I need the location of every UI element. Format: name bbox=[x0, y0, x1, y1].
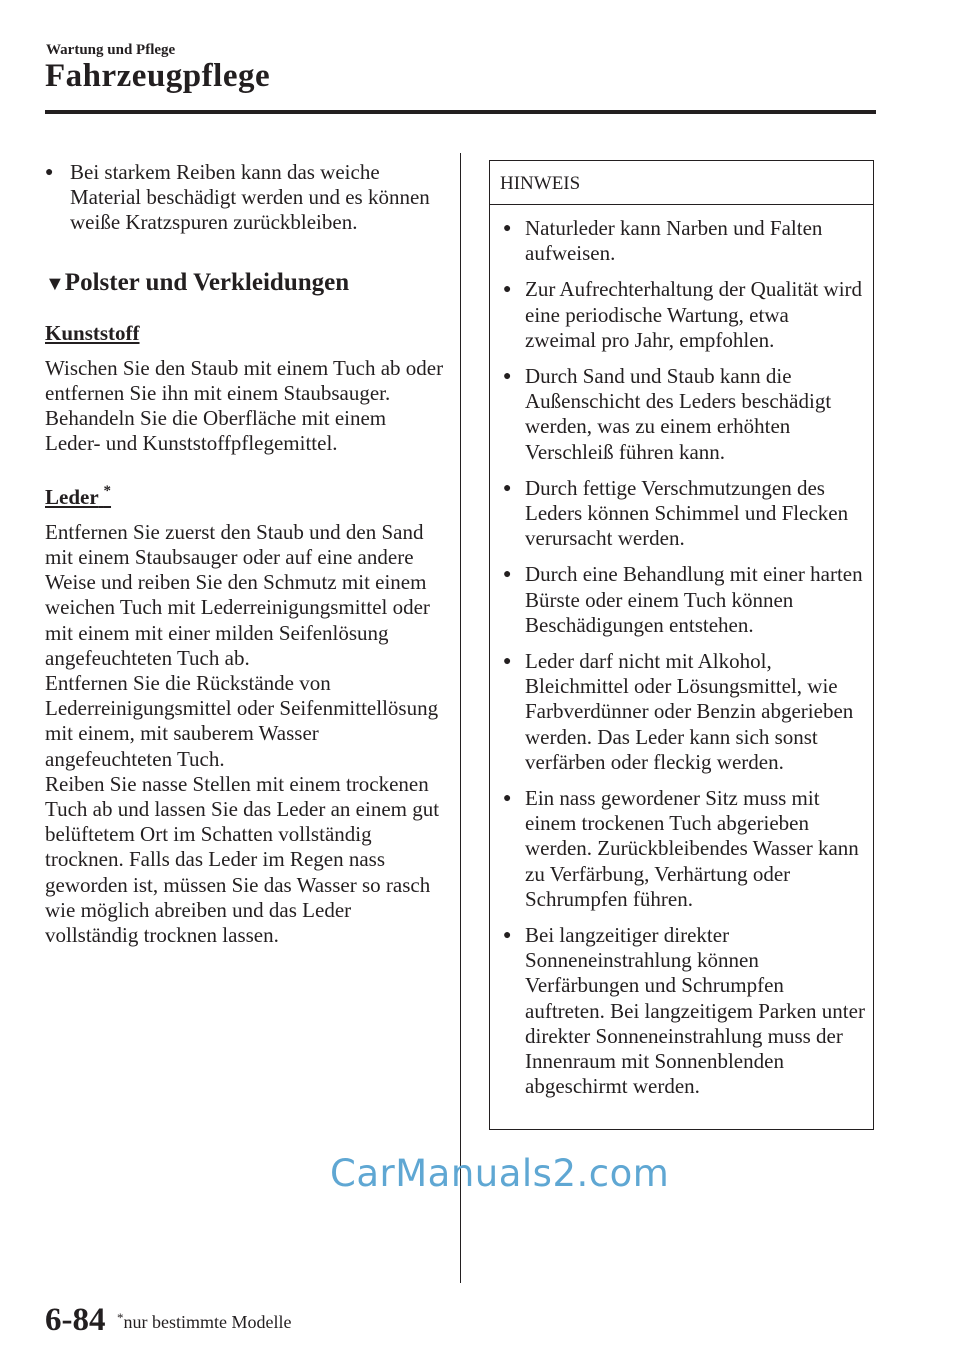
column-divider bbox=[460, 153, 461, 1283]
leder-heading bbox=[45, 479, 445, 510]
bullet-icon: ● bbox=[503, 282, 512, 298]
note-item-text: Durch fettige Verschmutzungen des Leders können Schimmel und Flecken verursacht werden. bbox=[525, 475, 849, 551]
note-item bbox=[503, 476, 865, 552]
leder-paragraph-1: Entfernen Sie zuerst den Staub und den Sand mit einem Staubsauger oder auf eine andere Weise und reiben Sie den Schmutz mit einem weichen Tuch mit Lederreinigungsmittel oder mit einem mit einer milden Seifenlösung angefeuchteten Tuch ab. bbox=[45, 519, 430, 670]
page-number: 6-84 bbox=[45, 1302, 106, 1338]
title-rule bbox=[45, 110, 876, 114]
note-item-text: Leder darf nicht mit Alkohol, Bleichmittel oder Lösungsmittel, wie Farbverdünner oder Benzin abgerieben werden. Das Leder kann sich sonst verfärben oder fleckig werden. bbox=[525, 649, 854, 774]
note-item-text: Bei langzeitiger direkter Sonneneinstrahlung können Verfärbungen und Schrumpfen auftreten. Bei langzeitigem Parken unter direkter Sonneneinstrahlung muss der Innenraum mit Sonnenblenden abgeschirmt werden. bbox=[525, 923, 865, 1099]
bullet-icon: ● bbox=[45, 165, 54, 180]
note-item bbox=[503, 649, 865, 775]
note-item-text: Zur Aufrechterhaltung der Qualität wird eine periodische Wartung, etwa zweimal pro Jahr, empfohlen. bbox=[525, 277, 863, 352]
triangle-down-icon: ▼ bbox=[45, 272, 65, 295]
bullet-icon: ● bbox=[503, 791, 512, 807]
leder-paragraph-2: Entfernen Sie die Rückstände von Lederreinigungsmittel oder Seifenmittellösung mit einem, mit sauberem Wasser angefeuchteten Tuch. bbox=[45, 671, 439, 771]
note-list bbox=[490, 205, 873, 1100]
kunststoff-heading: Kunststoff bbox=[45, 320, 140, 345]
note-heading: HINWEIS bbox=[490, 161, 873, 205]
bullet-icon: ● bbox=[503, 221, 512, 236]
left-column bbox=[45, 160, 445, 948]
star-icon: * bbox=[103, 482, 112, 499]
section-label: Wartung und Pflege bbox=[46, 42, 176, 58]
kunststoff-paragraph-1: Wischen Sie den Staub mit einem Tuch ab oder entfernen Sie ihn mit einem Staubsauger. bbox=[45, 355, 444, 406]
bullet-text: Bei starkem Reiben kann das weiche Material beschädigt werden und es können weiße Kratzspuren zurückbleiben. bbox=[70, 160, 430, 235]
list-item bbox=[45, 160, 445, 236]
note-item-text: Durch Sand und Staub kann die Außenschicht des Leders beschädigt werden, was zu einem erhöhten Verschleiß führen kann. bbox=[525, 364, 832, 464]
note-item bbox=[503, 562, 865, 638]
bullet-icon: ● bbox=[503, 567, 512, 583]
note-item-text: Naturleder kann Narben und Falten aufweisen. bbox=[525, 216, 823, 266]
bullet-icon: ● bbox=[503, 369, 512, 385]
bullet-icon: ● bbox=[503, 480, 512, 496]
bullet-icon: ● bbox=[503, 654, 512, 670]
note-item-text: Ein nass gewordener Sitz muss mit einem trockenen Tuch abgerieben werden. Zurückbleibendes Wasser kann zu Verfärbung, Verhärtung oder Schrumpfen führen. bbox=[525, 786, 859, 911]
star-icon: * bbox=[117, 1310, 124, 1325]
leder-paragraph-3: Reiben Sie nasse Stellen mit einem trockenen Tuch ab und lassen Sie das Leder an einem gut belüftetem Ort im Schatten vollständig trocknen. Falls das Leder im Regen nass geworden ist, müssen Sie das Wasser so rasch wie möglich abreiben und das Leder vollständig trocknen lassen. bbox=[45, 771, 440, 948]
kunststoff-paragraph-2: Behandeln Sie die Oberfläche mit einem Leder- und Kunststoffpflegemittel. bbox=[45, 406, 387, 456]
note-item bbox=[503, 216, 865, 266]
note-box bbox=[489, 160, 874, 1130]
section-heading bbox=[45, 268, 445, 299]
note-item bbox=[503, 277, 865, 353]
note-item bbox=[503, 786, 865, 912]
note-item bbox=[503, 364, 865, 465]
bullet-icon: ● bbox=[503, 928, 512, 944]
note-item-text: Durch eine Behandlung mit einer harten Bürste oder einem Tuch können Beschädigungen entstehen. bbox=[525, 562, 863, 637]
note-item bbox=[503, 923, 865, 1099]
page-title: Fahrzeugpflege bbox=[45, 58, 271, 94]
watermark-logo[interactable]: CarManuals2.com bbox=[330, 1152, 670, 1195]
section-heading-text: Polster und Verkleidungen bbox=[64, 268, 350, 296]
footnote-text: nur bestimmte Modelle bbox=[123, 1312, 292, 1332]
leder-heading-text: Leder bbox=[45, 484, 99, 509]
footnote bbox=[117, 1310, 291, 1333]
